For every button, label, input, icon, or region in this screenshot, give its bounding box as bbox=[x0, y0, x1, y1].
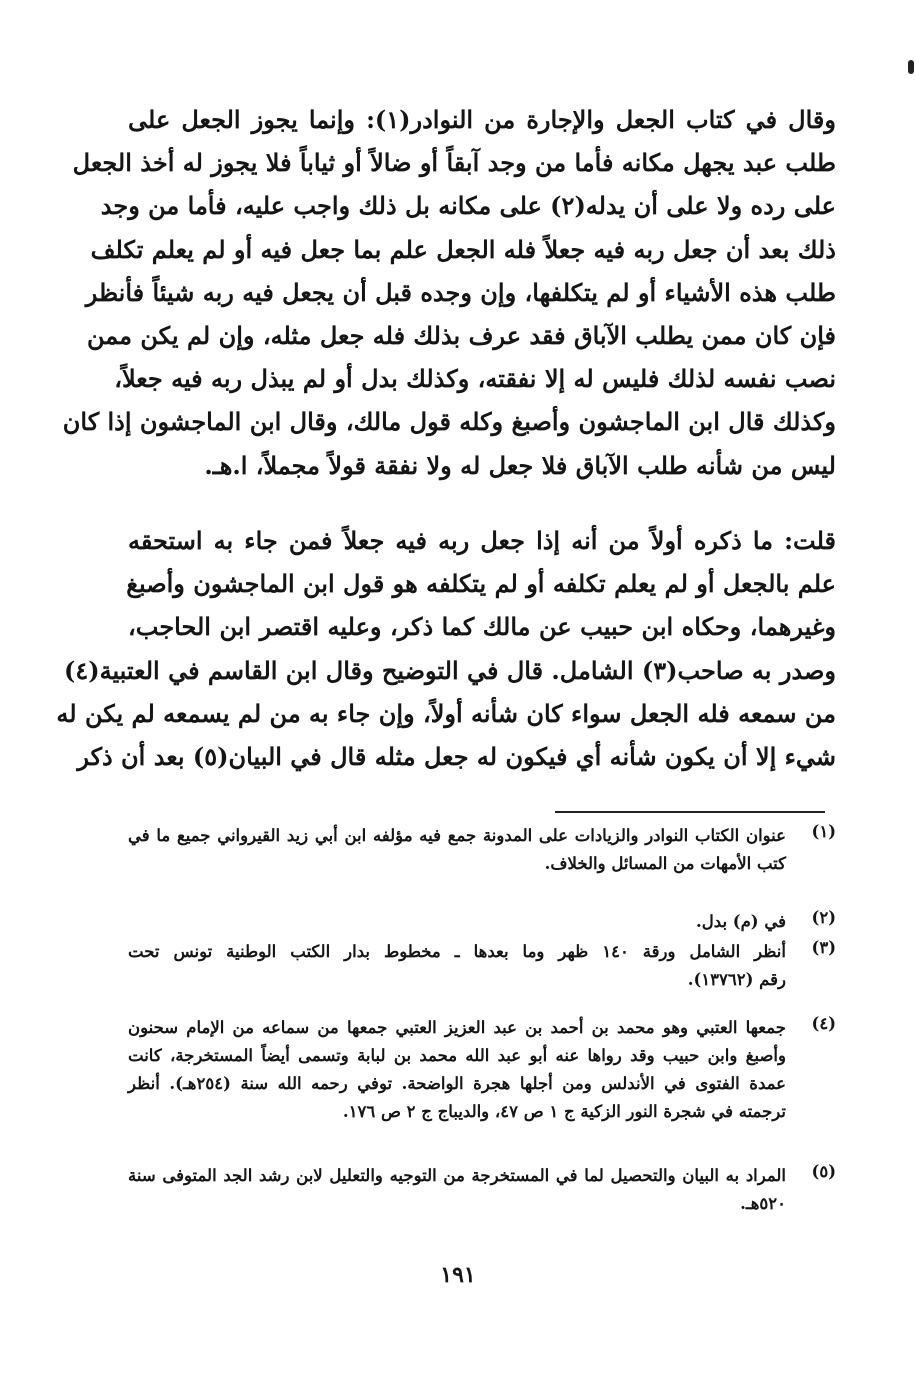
footnote-2 bbox=[128, 908, 836, 936]
footnote-text bbox=[128, 908, 786, 936]
text-line: وغيرهما، وحكاه ابن حبيب عن مالك كما ذكر، وعليه اقتصر ابن الحاجب، bbox=[128, 612, 836, 642]
text-line: وصدر به صاحب(٣) الشامل. قال في التوضيح وقال ابن القاسم في العتبية(٤) bbox=[63, 655, 836, 685]
footnote-line: عنوان الكتاب النوادر والزيادات على المدونة جمع فيه مؤلفه ابن أبي زيد القيرواني جميع ما في bbox=[128, 826, 786, 845]
page-number: ١٩١ bbox=[440, 1262, 476, 1288]
text-line: فإن كان ممن يطلب الآباق فقد عرف بذلك فله جعل مثله، وإن لم يكن ممن bbox=[87, 321, 836, 351]
footnote-divider bbox=[555, 811, 825, 813]
footnote-5 bbox=[128, 1162, 836, 1218]
footnote-1 bbox=[128, 822, 836, 878]
footnote-4 bbox=[128, 1014, 836, 1126]
footnote-number: (٤) bbox=[811, 1014, 836, 1033]
footnote-line: جمعها العتبي وهو محمد بن أحمد بن عبد العزيز العتبي جمعها من سماعه من الإمام سحنون bbox=[128, 1018, 786, 1037]
text-line: وكذلك قال ابن الماجشون وأصبغ وكله قول مالك، وقال ابن الماجشون إذا كان bbox=[62, 407, 836, 437]
text-line: طلب عبد يجهل مكانه فأما من وجد آبقاً أو ضالاً أو ثياباً فلا يجوز له أخذ الجعل bbox=[72, 148, 836, 178]
paragraph-1 bbox=[62, 98, 836, 487]
footnote-line: في (م) بدل. bbox=[696, 912, 786, 931]
text-line: على رده ولا على أن يدله(٢) على مكانه بل ذلك واجب عليه، فأما من وجد bbox=[100, 191, 836, 221]
text-line: من سمعه فله الجعل سواء كان شأنه أولاً، وإن جاء به من لم يسمعه لم يكن له bbox=[56, 698, 836, 728]
footnote-line: كتب الأمهات من المسائل والخلاف. bbox=[544, 854, 786, 873]
paragraph-2 bbox=[56, 519, 836, 778]
footnote-text bbox=[128, 1162, 786, 1218]
page-edge-mark bbox=[908, 60, 914, 74]
text-line: ذلك بعد أن جعل ربه فيه جعلاً فله الجعل علم بما جعل فيه أو لم يعلم تكلف bbox=[90, 234, 836, 264]
text-line: طلب هذه الأشياء أو لم يتكلفها، وإن وجده قبل أن يجعل فيه ربه شيئاً فأنظر bbox=[85, 277, 836, 307]
footnote-number: (١) bbox=[811, 822, 836, 841]
footnote-number: (٣) bbox=[811, 938, 836, 957]
footnote-text bbox=[128, 822, 786, 878]
text-line: شيء إلا أن يكون شأنه أي فيكون له جعل مثله قال في البيان(٥) بعد أن ذكر bbox=[77, 742, 836, 772]
footnote-line: رقم (١٣٧٦٢). bbox=[687, 970, 786, 989]
footnote-number: (٢) bbox=[811, 908, 836, 927]
text-line: ليس من شأنه طلب الآباق فلا جعل له ولا نفقة قولاً مجملاً، ا.هـ. bbox=[204, 450, 836, 480]
footnote-3 bbox=[128, 938, 836, 994]
footnote-text bbox=[128, 1014, 786, 1126]
text-line: علم بالجعل أو لم يعلم تكلفه أو لم يتكلفه هو قول ابن الماجشون وأصبغ bbox=[126, 569, 836, 599]
footnote-text bbox=[128, 938, 786, 994]
footnote-line: ترجمته في شجرة النور الزكية ج ١ ص ٤٧، والديباج ج ٢ ص ١٧٦. bbox=[342, 1102, 786, 1121]
footnote-line: عمدة الفتوى في الأندلس ومن أجلها هجرة الواضحة. توفي رحمه الله سنة (٢٥٤هـ). أنظر bbox=[128, 1074, 786, 1093]
footnote-line: ٥٢٠هـ. bbox=[740, 1194, 786, 1213]
text-line: وقال في كتاب الجعل والإجارة من النوادر(١): وإنما يجوز الجعل على bbox=[128, 105, 836, 134]
text-line: نصب نفسه لذلك فليس له إلا نفقته، وكذلك بدل أو لم يبذل ربه فيه جعلاً، bbox=[114, 364, 836, 394]
footnote-number: (٥) bbox=[811, 1162, 836, 1181]
footnote-line: وأصبغ وابن حبيب وقد رواها عنه أبو عبد الله محمد بن لبابة وتسمى أيضاً المستخرجة، كانت bbox=[128, 1046, 786, 1065]
text-line: قلت: ما ذكره أولاً من أنه إذا جعل ربه فيه جعلاً فمن جاء به استحقه bbox=[128, 526, 836, 555]
footnote-line: المراد به البيان والتحصيل لما في المستخرجة من التوجيه والتعليل لابن رشد الجد المتوفى سنة bbox=[128, 1166, 786, 1185]
footnote-line: أنظر الشامل ورقة ١٤٠ ظهر وما بعدها ـ مخطوط بدار الكتب الوطنية تونس تحت bbox=[128, 942, 786, 961]
